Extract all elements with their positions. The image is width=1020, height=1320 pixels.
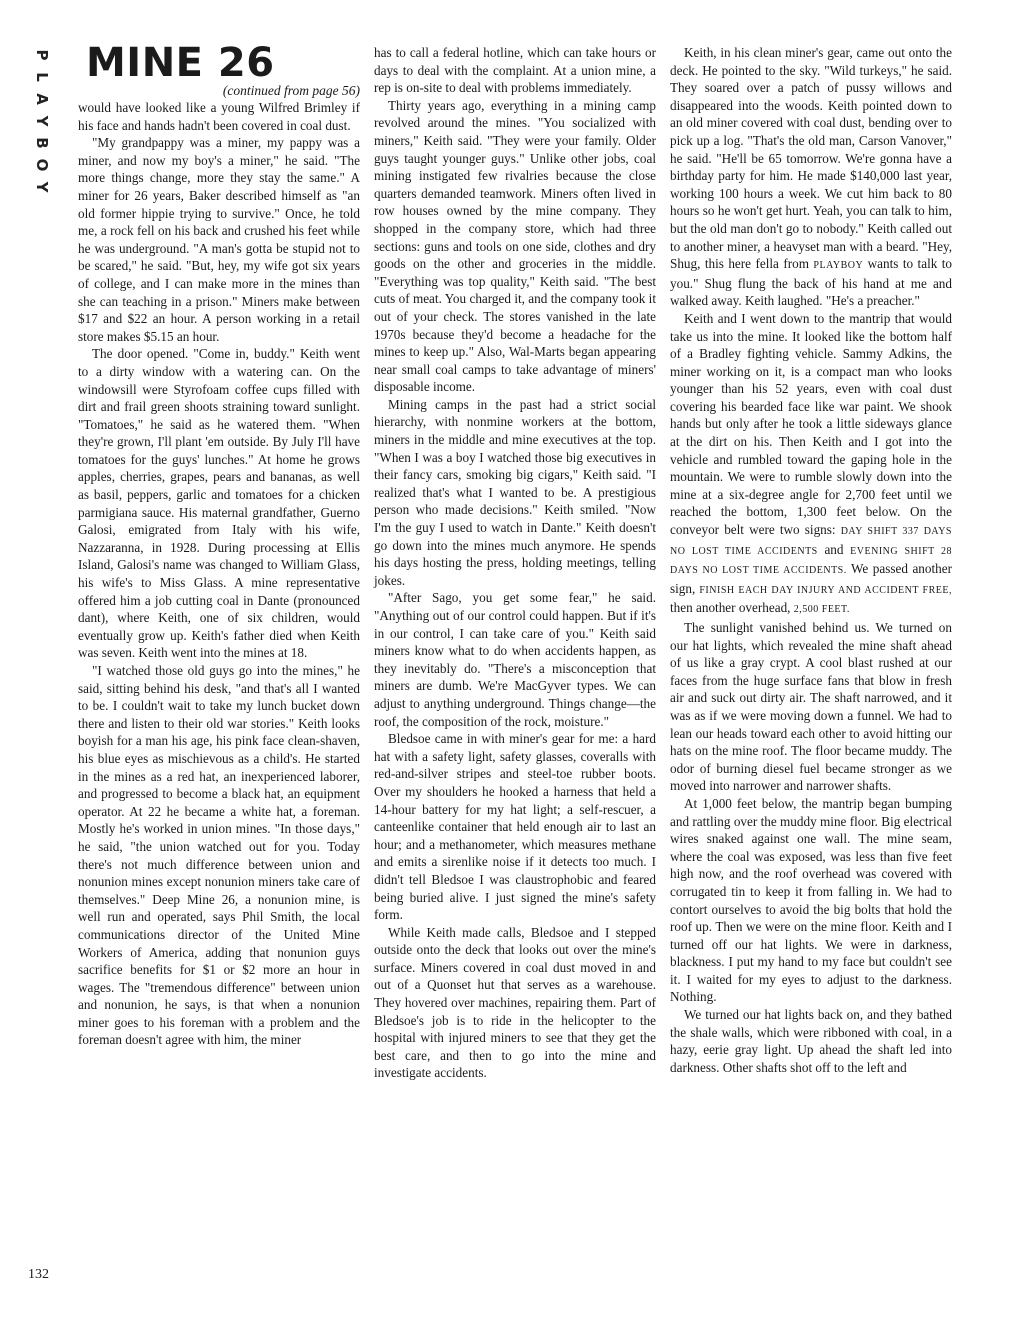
paragraph: Thirty years ago, everything in a mining camp revolved around the mines. "You socialized with miners," Keith said. "They were your family. Older guys taught younger guys." Unlike other jobs, coal mining instigated few rivalries because the close quarters demanded teamwork. Miners often lived in row houses owned by the mine company. They shopped in the company store, which had three sections: guns and tools on one side, clothes and dry goods on the other and groceries in the middle. "Everything was top quality," Keith said. "The best cuts of meat. You charged it, and the company took it out of your check. The stores vanished in the late 1970s because they'd become a headache for the mines to keep up." Also, Wal-Marts began appearing near small coal camps to take advantage of miners' disposable income. [374, 97, 656, 395]
paragraph [670, 44, 952, 310]
text-run: wants to talk to you." Shug flung the back of his hand at me and walked away. Keith laughed. "He's a preacher." [670, 256, 953, 309]
paragraph: "I watched those old guys go into the mines," he said, sitting behind his desk, "and that's all I wanted to be. I couldn't wait to take my lunch bucket down there and listen to their old war stories." Keith looks boyish for a man his age, his pink face clean-shaven, his blue eyes as mischievous as a child's. He started in the mines as a red hat, an inexperienced laborer, and progressed to become a black hat, an equipment operator. At 22 he became a white hat, a foreman. Mostly he's worked in union mines. "In those days," he said, "the union watched out for you. Today there's not much difference between union and nonunion mines except nonunion miners take care of themselves." Deep Mine 26, a nonunion mine, is well run and operated, says Phil Smith, the local communications director of the United Mine Workers of America, adding that nonunion guys sacrifice benefits for $1 or $2 more an hour in wages. The "tremendous difference" between union and nonunion, he says, is that when a nonunion miner goes to his foreman with a problem and the foreman doesn't agree with him, the miner [78, 663, 360, 1048]
text-run: Keith and I went down to the mantrip that would take us into the mine. It looked like the bottom half of a Bradley fighting vehicle. Sammy Adkins, the miner working on it, is a compact man who looks younger than his 52 years, even with coal dust covering his bearded face like war paint. We shook hands but only after he took a little sideways glance at the dirt on his. Then Keith and I got into the vehicle and rumbled toward the gaping hole in the mountain. We were to rumble slowly down into the mine at a six-degree angle for 2,700 feet until we reached the bottom, 1,300 feet below. On the conveyor belt were two signs: [670, 310, 952, 538]
paragraph: would have looked like a young Wilfred Brimley if his face and hands hadn't been covered in coal dust. [78, 100, 360, 133]
sign-text: FINISH EACH DAY INJURY AND ACCIDENT FREE, [699, 584, 952, 596]
article-headline: MINE 26 [86, 40, 275, 86]
text-run: We passed another sign, [670, 561, 952, 596]
column-2 [374, 44, 656, 1082]
brand-letter: P [33, 49, 51, 61]
sign-text: 2,500 FEET. [793, 604, 850, 616]
column-1 [78, 40, 360, 1049]
sign-text: EVENING SHIFT 28 DAYS NO LOST TIME ACCIDENTS. [670, 545, 952, 577]
brand-smallcaps: PLAYBOY [813, 260, 864, 272]
paragraph: We turned our hat lights back on, and they bathed the shale walls, which were ribboned with coal, in a hazy, eerie gray light. Up ahead the shaft led into darkness. Other shafts shot off to the left and [670, 1007, 952, 1075]
brand-letter: Y [33, 181, 51, 193]
paragraph: has to call a federal hotline, which can take hours or days to deal with the complaint. At a union mine, a rep is on-site to deal with problems immediately. [374, 45, 656, 96]
sign-text: DAY SHIFT 337 DAYS NO LOST TIME ACCIDENTS [670, 526, 952, 557]
brand-letter: A [33, 93, 51, 105]
paragraph: Mining camps in the past had a strict social hierarchy, with nonmine workers at the bottom, miners in the middle and mine executives at the top. "When I was a boy I watched those big executives in their fancy cars, smoking big cigars," Keith said. "I realized that's what I wanted to be. A prestigious person who made decisions." Keith smiled. "Now I'm the guy I used to watch in Dante." Keith doesn't go down into the mines much anymore. He spends his days hosting the press, holding meetings, telling jokes. [374, 396, 656, 588]
text-run: and [824, 541, 844, 557]
magazine-brand-vertical [26, 44, 50, 198]
brand-letter: B [33, 137, 51, 149]
text-run: Keith, in his clean miner's gear, came out onto the deck. He pointed to the sky. "Wild turkeys," he said. They soared over a patch of pussy willows and disappeared into the woods. Keith pointed down to an old miner covered with coal dust, bending over to pick up a log. "That's the old man, Carson Vanover," he said. "He'll be 65 tomorrow. We're gonna have a birthday party for him. He made $140,000 last year, working 100 hours a week. We cut him back to 80 hours so he won't get hurt. Yeah, you can talk to him, but the old man don't go to nobody." Keith called out to another miner, a heavyset man with a beard. "Hey, Shug, this here fella from [670, 45, 952, 272]
paragraph: "After Sago, you get some fear," he said. "Anything out of our control could happen. But if it's in our control, I can take care of you." Keith said miners know what to do when accidents happen, as they inevitably do. "There's a misconception that miners are dumb. We're MacGyver types. We can adjust to anything underground. Things change—the roof, the composition of the rock, moisture." [374, 590, 656, 729]
text-run: then another overhead, [670, 600, 791, 616]
page-number: 132 [28, 1267, 49, 1282]
paragraph: At 1,000 feet below, the mantrip began bumping and rattling over the muddy mine floor. Big electrical wires snaked against one wall. The mine seam, where the coal was exposed, was less than five feet high now, and the roof overhead was covered with corrugated tin to keep it from falling in. We had to contort ourselves to avoid the big bolts that hold the roof up. Then we were on the mine floor. Keith and I turned off our hat lights. We were in darkness, blackness. I put my hand to my face but couldn't see it. I waited for my eyes to adjust to the darkness. Nothing. [670, 795, 952, 1005]
paragraph: "My grandpappy was a miner, my pappy was a miner, and now my boy's a miner," he said. "The more things change, more they stay the same." A miner for 26 years, Baker described himself as "an old former hippie trying to survive." Once, he told me, a rock fell on his back and crushed his feet while he was underground. "A man's gotta be stupid not to be scared," he said. "But, hey, my wife got six years of college, and I can make more in the mines than she can teaching in a prison." Miners make between $17 and $22 an hour. A person working in a retail store makes $5.15 an hour. [78, 135, 360, 344]
paragraph: The door opened. "Come in, buddy." Keith went to a dirty window with a watering can. On the windowsill were Styrofoam coffee cups filled with dirt and frail green shoots straining toward sunlight. "Tomatoes," he said as he watered them. "When they're grown, I'll plant 'em outside. By July I'll have tomatoes for the guys' lunches." At home he grows apples, cherries, grapes, pears and bananas, as well as basil, peppers, garlic and tomatoes for a chicken parmigiana sauce. His maternal grandfather, Guerno Galosi, emigrated from Italy with his wife, Nazzaranna, in 1928. During processing at Ellis Island, Galosi's name was changed to William Glass, his wife's to Miss Glass. A mine representative offered him a job cutting coal in Dante (pronounced dant), where Keith, one of six children, would eventually grow up. Keith's father died when Keith was seven. Keith went into the mines at 18. [78, 346, 360, 661]
paragraph: Bledsoe came in with miner's gear for me: a hard hat with a safety light, safety glasses, coveralls with red-and-silver stripes and steel-toe rubber boots. Over my shoulders he hooked a harness that held a 14-hour battery for my hat light; a self-rescuer, a canteenlike container that held enough air to last an hour; and a methanometer, which measures methane and emits a sirenlike noise if it detects too much. I didn't tell Bledsoe I was claustrophobic and feared being buried alive. I just signed the mine's safety form. [374, 731, 656, 923]
brand-letter: Y [33, 115, 51, 127]
brand-letter: L [33, 72, 51, 82]
column-3 [670, 44, 952, 1076]
brand-letter: O [33, 158, 51, 172]
continued-note: (continued from page 56) [222, 83, 360, 98]
paragraph [670, 310, 952, 619]
paragraph: The sunlight vanished behind us. We turned on our hat lights, which revealed the mine shaft ahead of us like a gray crypt. A cool blast rushed at our faces from the huge surface fans that blow in fresh air and suck out dirty air. The shaft narrowed, and it was as if we were moving down a funnel. We had to lean our heads toward each other to avoid hitting our hats on the mine roof. The floor became muddy. The odor of burning diesel fuel became stronger as we moved into narrower and narrower shafts. [670, 620, 952, 794]
paragraph: While Keith made calls, Bledsoe and I stepped outside onto the deck that looks out over the mine's surface. Miners covered in coal dust moved in and out of a Quonset hut that serves as a warehouse. They hovered over machines, repairing them. Part of Bledsoe's job is to ride in the helicopter to the hospital with injured miners to see that they get the best care, and then to go into the mine and investigate accidents. [374, 924, 656, 1081]
